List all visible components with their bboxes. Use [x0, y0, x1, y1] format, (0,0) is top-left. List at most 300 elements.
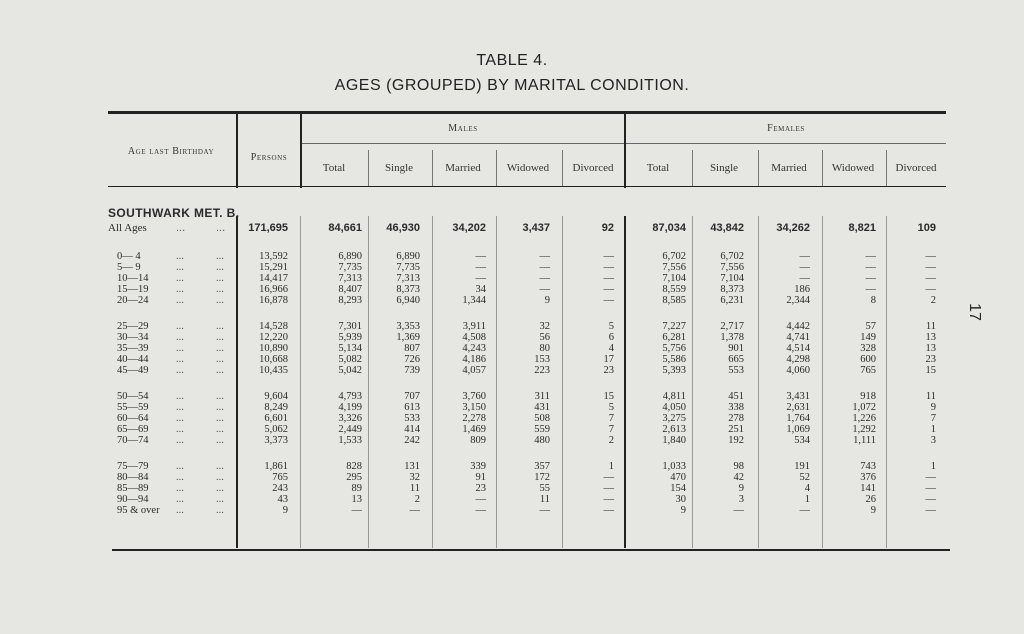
- table-cell: 765: [272, 472, 288, 483]
- table-cell: 613: [404, 402, 420, 413]
- table-cell: 8: [870, 295, 876, 306]
- leader-dots: ...: [216, 413, 224, 424]
- row-age-label: 40—44: [117, 354, 149, 365]
- table-cell: 4: [804, 483, 810, 494]
- table-cell: 13: [925, 343, 936, 354]
- table-cell: 3,760: [462, 391, 486, 402]
- table-cell: 13: [351, 494, 362, 505]
- table-cell: 4,508: [462, 332, 486, 343]
- table-cell: 34,202: [452, 222, 486, 234]
- table-cell: 4,050: [662, 402, 686, 413]
- table-cell: 171,695: [248, 222, 288, 234]
- table-cell: 131: [404, 461, 420, 472]
- table-cell: 3,431: [786, 391, 810, 402]
- table-cell: 328: [860, 343, 876, 354]
- table-cell: 141: [860, 483, 876, 494]
- table-cell: 4,186: [462, 354, 486, 365]
- table-cell: —: [925, 284, 936, 295]
- table-cell: —: [925, 251, 936, 262]
- table-row: [0, 462, 1024, 472]
- table-cell: 8,407: [338, 284, 362, 295]
- table-row: [0, 473, 1024, 483]
- subheader-males-widowed: Widowed: [506, 162, 550, 174]
- row-age-label: 70—74: [117, 435, 149, 446]
- table-cell: 5,393: [662, 365, 686, 376]
- leader-dots: ...: [176, 295, 184, 306]
- table-cell: 7: [608, 424, 614, 435]
- table-cell: 30: [675, 494, 686, 505]
- table-cell: —: [603, 494, 614, 505]
- header-males: Males: [448, 123, 478, 134]
- row-age-label: 30—34: [117, 332, 149, 343]
- table-cell: 7,556: [720, 262, 744, 273]
- table-cell: 3: [930, 435, 936, 446]
- table-cell: —: [925, 505, 936, 516]
- table-row: [0, 274, 1024, 284]
- table-cell: —: [603, 483, 614, 494]
- table-cell: 9: [282, 505, 288, 516]
- table-cell: 765: [860, 365, 876, 376]
- table-cell: 26: [865, 494, 876, 505]
- table-row: [0, 252, 1024, 262]
- table-cell: 186: [794, 284, 810, 295]
- table-cell: 1,378: [720, 332, 744, 343]
- table-cell: 665: [728, 354, 744, 365]
- leader-dots: ...: [216, 332, 224, 343]
- row-age-label: 10—14: [117, 273, 149, 284]
- table-cell: —: [475, 251, 486, 262]
- table-cell: —: [865, 284, 876, 295]
- leader-dots: ...: [216, 494, 224, 505]
- table-cell: 1,533: [338, 435, 362, 446]
- table-cell: —: [475, 262, 486, 273]
- table-cell: 4: [608, 343, 614, 354]
- table-cell: —: [925, 494, 936, 505]
- table-cell: 3,326: [338, 413, 362, 424]
- table-row: [0, 403, 1024, 413]
- table-cell: 9: [544, 295, 550, 306]
- row-age-label: 55—59: [117, 402, 149, 413]
- table-cell: 739: [404, 365, 420, 376]
- subheader-females-total: Total: [646, 162, 670, 174]
- table-cell: —: [603, 251, 614, 262]
- table-cell: 11: [539, 494, 550, 505]
- subheader-divider: [822, 150, 823, 186]
- table-cell: 534: [794, 435, 810, 446]
- table-cell: 1,764: [786, 413, 810, 424]
- table-cell: 4,741: [786, 332, 810, 343]
- table-cell: 451: [728, 391, 744, 402]
- subheader-divider: [368, 150, 369, 186]
- table-cell: 7,735: [338, 262, 362, 273]
- table-cell: —: [539, 284, 550, 295]
- table-cell: 7,556: [662, 262, 686, 273]
- table-cell: —: [351, 505, 362, 516]
- table-cell: 12,220: [259, 332, 288, 343]
- table-cell: 87,034: [652, 222, 686, 234]
- table-cell: 80: [539, 343, 550, 354]
- table-cell: 2,344: [786, 295, 810, 306]
- bottom-rule: [112, 549, 950, 551]
- table-cell: 153: [534, 354, 550, 365]
- subheader-males-married: Married: [445, 162, 481, 174]
- table-cell: 6,890: [338, 251, 362, 262]
- table-cell: 4,514: [786, 343, 810, 354]
- subheader-males-single: Single: [384, 162, 414, 174]
- table-cell: 4,199: [338, 402, 362, 413]
- table-cell: 6,601: [264, 413, 288, 424]
- table-cell: 251: [728, 424, 744, 435]
- leader-dots: ...: [176, 343, 184, 354]
- table-cell: 4,793: [338, 391, 362, 402]
- table-cell: 17: [603, 354, 614, 365]
- table-cell: —: [603, 295, 614, 306]
- subheader-females-married: Married: [771, 162, 807, 174]
- table-cell: 242: [404, 435, 420, 446]
- leader-dots: ...: [216, 461, 224, 472]
- table-row: [0, 366, 1024, 376]
- table-cell: 10,435: [259, 365, 288, 376]
- table-cell: 2,613: [662, 424, 686, 435]
- table-cell: 34: [475, 284, 486, 295]
- leader-dots: ...: [216, 435, 224, 446]
- table-cell: 5: [608, 402, 614, 413]
- table-cell: —: [475, 273, 486, 284]
- subheader-males-divorced: Divorced: [572, 162, 614, 174]
- table-cell: 3,275: [662, 413, 686, 424]
- table-cell: —: [865, 273, 876, 284]
- table-cell: 4,442: [786, 321, 810, 332]
- table-cell: 4,057: [462, 365, 486, 376]
- table-cell: 52: [799, 472, 810, 483]
- leader-dots: ...: [216, 273, 224, 284]
- table-row: [0, 495, 1024, 505]
- header-persons: Persons: [250, 152, 288, 163]
- table-cell: 8,585: [662, 295, 686, 306]
- table-cell: 1: [930, 461, 936, 472]
- table-cell: 7: [608, 413, 614, 424]
- leader-dots: ...: [216, 354, 224, 365]
- table-cell: 192: [728, 435, 744, 446]
- row-age-label: 0— 4: [117, 251, 141, 262]
- table-cell: 9: [680, 505, 686, 516]
- table-cell: 6,890: [396, 251, 420, 262]
- leader-dots: ...: [176, 354, 184, 365]
- leader-dots: ...: [216, 295, 224, 306]
- table-cell: 4,298: [786, 354, 810, 365]
- table-cell: 15: [925, 365, 936, 376]
- table-cell: 470: [670, 472, 686, 483]
- leader-dots: ...: [176, 222, 186, 234]
- row-age-label: 5— 9: [117, 262, 141, 273]
- table-cell: 16,878: [259, 295, 288, 306]
- table-cell: —: [925, 472, 936, 483]
- leader-dots: ...: [216, 222, 226, 234]
- table-cell: 1,111: [853, 435, 876, 446]
- table-cell: 92: [601, 222, 614, 234]
- table-cell: 1,292: [852, 424, 876, 435]
- leader-dots: ...: [216, 365, 224, 376]
- table-cell: 5,756: [662, 343, 686, 354]
- table-cell: 149: [860, 332, 876, 343]
- table-cell: 1,033: [662, 461, 686, 472]
- leader-dots: ...: [216, 483, 224, 494]
- table-cell: 1,072: [852, 402, 876, 413]
- table-cell: 32: [409, 472, 420, 483]
- table-cell: 508: [534, 413, 550, 424]
- table-cell: 3,911: [462, 321, 486, 332]
- table-cell: 84,661: [328, 222, 362, 234]
- leader-dots: ...: [176, 402, 184, 413]
- table-row: [0, 506, 1024, 516]
- table-cell: 5,586: [662, 354, 686, 365]
- table-cell: —: [603, 472, 614, 483]
- table-cell: 600: [860, 354, 876, 365]
- table-cell: 154: [670, 483, 686, 494]
- table-cell: —: [925, 273, 936, 284]
- table-row: [0, 285, 1024, 295]
- row-age-label: 50—54: [117, 391, 149, 402]
- table-cell: 14,528: [259, 321, 288, 332]
- table-cell: 311: [534, 391, 550, 402]
- table-cell: 707: [404, 391, 420, 402]
- table-cell: 9: [870, 505, 876, 516]
- table-cell: 13: [925, 332, 936, 343]
- row-age-label: 15—19: [117, 284, 149, 295]
- leader-dots: ...: [176, 251, 184, 262]
- leader-dots: ...: [176, 505, 184, 516]
- row-age-label: 45—49: [117, 365, 149, 376]
- table-cell: 414: [404, 424, 420, 435]
- table-cell: 5,134: [338, 343, 362, 354]
- table-cell: 1: [930, 424, 936, 435]
- table-row: [0, 355, 1024, 365]
- header-females: Females: [767, 123, 805, 134]
- table-row: [0, 425, 1024, 435]
- table-cell: —: [475, 494, 486, 505]
- table-cell: 431: [534, 402, 550, 413]
- table-cell: 278: [728, 413, 744, 424]
- leader-dots: ...: [216, 505, 224, 516]
- leader-dots: ...: [176, 461, 184, 472]
- table-cell: 16,966: [259, 284, 288, 295]
- leader-dots: ...: [216, 402, 224, 413]
- table-cell: —: [603, 273, 614, 284]
- table-cell: 726: [404, 354, 420, 365]
- table-cell: 918: [860, 391, 876, 402]
- table-cell: 23: [475, 483, 486, 494]
- table-cell: 3,437: [522, 222, 550, 234]
- table-cell: 9: [738, 483, 744, 494]
- table-cell: 553: [728, 365, 744, 376]
- table-cell: 109: [917, 222, 936, 234]
- table-cell: —: [865, 262, 876, 273]
- table-cell: 4,060: [786, 365, 810, 376]
- row-age-label: 60—64: [117, 413, 149, 424]
- table-cell: 5,042: [338, 365, 362, 376]
- table-cell: 376: [860, 472, 876, 483]
- leader-dots: ...: [176, 273, 184, 284]
- table-cell: 6,702: [720, 251, 744, 262]
- table-cell: 7,301: [338, 321, 362, 332]
- leader-dots: ...: [176, 321, 184, 332]
- table-cell: 7,227: [662, 321, 686, 332]
- table-cell: 243: [272, 483, 288, 494]
- table-cell: 7,313: [338, 273, 362, 284]
- table-cell: 56: [539, 332, 550, 343]
- top-rule: [108, 111, 946, 114]
- table-cell: 11: [925, 321, 936, 332]
- table-cell: 7,313: [396, 273, 420, 284]
- table-cell: 4,811: [662, 391, 686, 402]
- table-cell: —: [799, 262, 810, 273]
- table-cell: 89: [351, 483, 362, 494]
- table-cell: 11: [409, 483, 420, 494]
- table-cell: 8,249: [264, 402, 288, 413]
- table-cell: 23: [603, 365, 614, 376]
- table-cell: 43: [277, 494, 288, 505]
- table-cell: 2,717: [720, 321, 744, 332]
- table-cell: 15: [603, 391, 614, 402]
- table-cell: 2,278: [462, 413, 486, 424]
- table-cell: 807: [404, 343, 420, 354]
- row-age-label: 95 & over: [117, 505, 160, 516]
- table-cell: 98: [733, 461, 744, 472]
- row-age-label: 20—24: [117, 295, 149, 306]
- females-underline: [626, 143, 946, 144]
- leader-dots: ...: [216, 391, 224, 402]
- row-age-label: All Ages: [108, 222, 147, 234]
- table-cell: 91: [475, 472, 486, 483]
- table-cell: —: [475, 505, 486, 516]
- leader-dots: ...: [176, 483, 184, 494]
- table-cell: —: [539, 273, 550, 284]
- table-cell: 1,369: [396, 332, 420, 343]
- table-cell: —: [539, 251, 550, 262]
- subheader-females-divorced: Divorced: [895, 162, 937, 174]
- table-title: AGES (GROUPED) BY MARITAL CONDITION.: [334, 77, 690, 94]
- table-cell: 223: [534, 365, 550, 376]
- males-underline: [302, 143, 624, 144]
- subheader-females-single: Single: [709, 162, 739, 174]
- table-cell: 1,069: [786, 424, 810, 435]
- table-cell: 6,940: [396, 295, 420, 306]
- table-cell: 7,104: [662, 273, 686, 284]
- table-cell: 7,104: [720, 273, 744, 284]
- table-cell: 338: [728, 402, 744, 413]
- table-cell: 1,344: [462, 295, 486, 306]
- row-age-label: 35—39: [117, 343, 149, 354]
- table-cell: 1,226: [852, 413, 876, 424]
- subheader-males-total: Total: [322, 162, 346, 174]
- table-cell: 8,373: [720, 284, 744, 295]
- leader-dots: ...: [176, 391, 184, 402]
- table-cell: 32: [539, 321, 550, 332]
- table-cell: 3,150: [462, 402, 486, 413]
- table-cell: 3,373: [264, 435, 288, 446]
- row-age-label: 25—29: [117, 321, 149, 332]
- table-cell: 191: [794, 461, 810, 472]
- subheader-divider: [692, 150, 693, 186]
- table-cell: —: [603, 505, 614, 516]
- table-cell: 1: [608, 461, 614, 472]
- table-cell: —: [603, 262, 614, 273]
- row-age-label: 90—94: [117, 494, 149, 505]
- table-cell: 3: [738, 494, 744, 505]
- table-row: [0, 436, 1024, 446]
- table-row: [0, 333, 1024, 343]
- table-cell: 4,243: [462, 343, 486, 354]
- subheader-divider: [562, 150, 563, 186]
- leader-dots: ...: [216, 343, 224, 354]
- subheader-females-widowed: Widowed: [831, 162, 875, 174]
- table-cell: 10,890: [259, 343, 288, 354]
- subheader-divider: [496, 150, 497, 186]
- leader-dots: ...: [176, 284, 184, 295]
- table-cell: 5,082: [338, 354, 362, 365]
- leader-dots: ...: [176, 332, 184, 343]
- row-age-label: 65—69: [117, 424, 149, 435]
- table-cell: 2: [930, 295, 936, 306]
- table-cell: 8,373: [396, 284, 420, 295]
- leader-dots: ...: [176, 262, 184, 273]
- table-cell: 1,861: [264, 461, 288, 472]
- leader-dots: ...: [216, 472, 224, 483]
- table-cell: 14,417: [259, 273, 288, 284]
- table-cell: 339: [470, 461, 486, 472]
- table-cell: 42: [733, 472, 744, 483]
- table-cell: 2,449: [338, 424, 362, 435]
- table-cell: 8,821: [848, 222, 876, 234]
- table-cell: 743: [860, 461, 876, 472]
- table-cell: 1: [804, 494, 810, 505]
- table-row: [0, 344, 1024, 354]
- table-cell: 11: [925, 391, 936, 402]
- leader-dots: ...: [176, 424, 184, 435]
- table-cell: 2: [608, 435, 614, 446]
- table-cell: —: [539, 505, 550, 516]
- table-cell: 43,842: [710, 222, 744, 234]
- table-cell: 295: [346, 472, 362, 483]
- header-bottom-rule: [108, 186, 946, 187]
- table-cell: 901: [728, 343, 744, 354]
- table-cell: 6,702: [662, 251, 686, 262]
- table-row: [0, 223, 1024, 233]
- subheader-divider: [886, 150, 887, 186]
- table-cell: 2,631: [786, 402, 810, 413]
- leader-dots: ...: [176, 472, 184, 483]
- section-label: SOUTHWARK MET. B.: [108, 206, 240, 220]
- table-cell: 6,231: [720, 295, 744, 306]
- table-cell: 55: [539, 483, 550, 494]
- table-cell: 5,062: [264, 424, 288, 435]
- table-cell: 8,293: [338, 295, 362, 306]
- table-cell: 357: [534, 461, 550, 472]
- table-cell: —: [799, 505, 810, 516]
- table-cell: 9: [930, 402, 936, 413]
- table-row: [0, 484, 1024, 494]
- table-cell: —: [925, 262, 936, 273]
- row-age-label: 80—84: [117, 472, 149, 483]
- table-cell: 2: [414, 494, 420, 505]
- table-cell: 57: [865, 321, 876, 332]
- leader-dots: ...: [216, 424, 224, 435]
- table-row: [0, 322, 1024, 332]
- table-row: [0, 414, 1024, 424]
- table-cell: —: [799, 251, 810, 262]
- leader-dots: ...: [216, 284, 224, 295]
- subheader-divider: [758, 150, 759, 186]
